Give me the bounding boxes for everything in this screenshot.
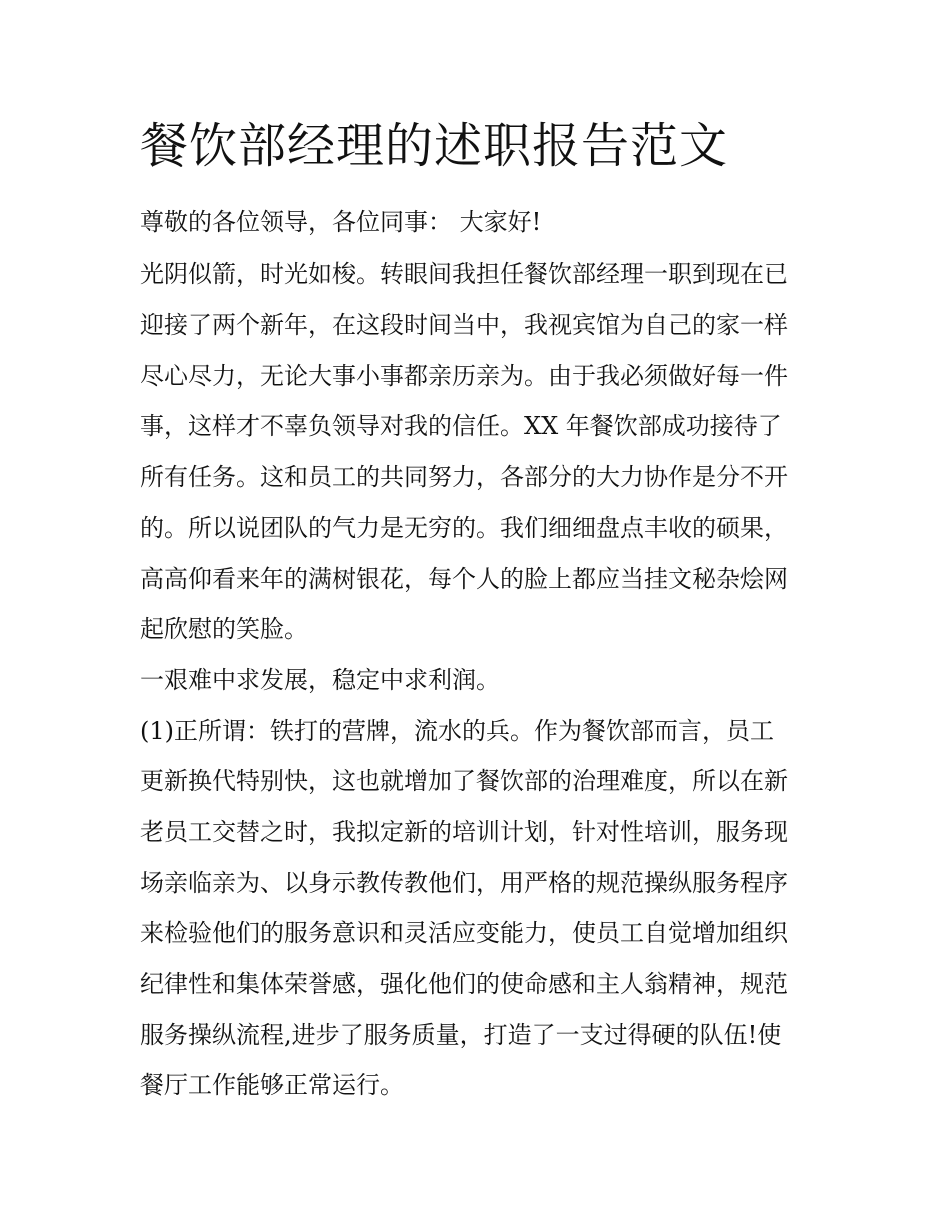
text-line: 服务操纵流程,进步了服务质量，打造了一支过得硬的队伍!使 [140, 1021, 782, 1049]
text-line: 的。所以说团队的气力是无穷的。我们细细盘点丰收的硕果， [140, 514, 788, 542]
text-line: 更新换代特别快，这也就增加了餐饮部的治理难度，所以在新 [140, 767, 788, 795]
text-line: 光阴似箭，时光如梭。转眼间我担任餐饮部经理一职到现在已 [140, 260, 788, 288]
text-line: 尽心尽力，无论大事小事都亲历亲为。由于我必须做好每一件 [140, 362, 788, 390]
text-line: 高高仰看来年的满树银花，每个人的脸上都应当挂文秘杂烩网 [140, 565, 788, 593]
text-line: 迎接了两个新年，在这段时间当中，我视宾馆为自己的家一样 [140, 311, 788, 339]
document-title: 餐饮部经理的述职报告范文 [140, 118, 729, 174]
text-line: 老员工交替之时，我拟定新的培训计划，针对性培训，服务现 [140, 818, 788, 846]
text-line: 起欣慰的笑脸。 [140, 615, 308, 643]
text-line: 场亲临亲为、以身示教传教他们，用严格的规范操纵服务程序 [140, 869, 788, 897]
text-line: (1)正所谓：铁打的营牌，流水的兵。作为餐饮部而言，员工 [140, 717, 774, 745]
text-line: 来检验他们的服务意识和灵活应变能力，使员工自觉增加组织 [140, 919, 788, 947]
text-line: 纪律性和集体荣誉感，强化他们的使命感和主人翁精神，规范 [140, 970, 788, 998]
text-line: 所有任务。这和员工的共同努力，各部分的大力协作是分不开 [140, 463, 788, 491]
text-line: 餐厅工作能够正常运行。 [140, 1071, 404, 1099]
text-line: 一艰难中求发展，稳定中求利润。 [140, 666, 500, 694]
text-line: 尊敬的各位领导，各位同事： 大家好! [140, 208, 542, 236]
text-line: 事，这样才不辜负领导对我的信任。XX 年餐饮部成功接待了 [140, 412, 782, 440]
